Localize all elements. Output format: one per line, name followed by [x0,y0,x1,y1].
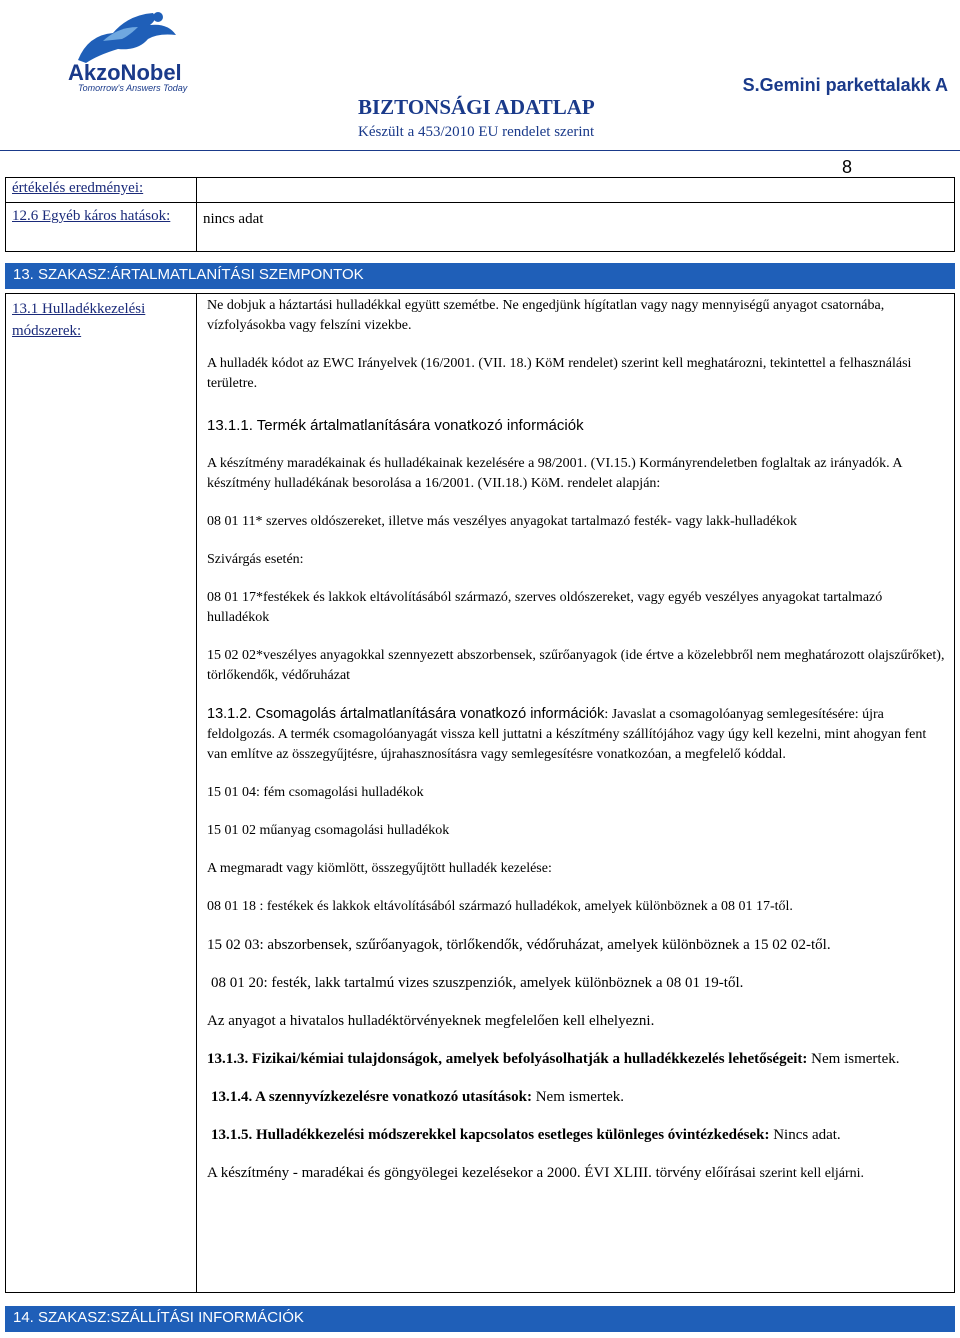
paragraph: 08 01 17*festékek és lakkok eltávolításából származó, szerves oldószereket, vagy egyéb veszélyes anyagokat tartalmazó hulladékok [207,590,883,625]
section14-title: 14. SZAKASZ:SZÁLLÍTÁSI INFORMÁCIÓK [13,1309,304,1326]
subsection-heading: 13.1.2. Csomagolás ártalmatlanítására vonatkozó információk [207,706,605,722]
other-adverse-effects-label: 12.6 Egyéb káros hatások: [12,208,171,224]
paragraph [207,1163,947,1184]
paragraph [207,1049,947,1069]
law-text: A készítmény - maradékai és göngyölegei kezelésekor a 2000. ÉVI XLIII. törvény előírásai [207,1165,756,1181]
paragraph: 15 01 04: fém csomagolási hulladékok [207,785,424,800]
logo-wordmark: AkzoNobel [68,60,182,85]
evaluation-results-label: értékelés eredményei: [12,180,144,196]
paragraph [207,1087,947,1107]
logo-tagline: Tomorrow's Answers Today [78,83,188,93]
section13-title: 13. SZAKASZ:ÁRTALMATLANÍTÁSI SZEMPONTOK [13,266,364,283]
paragraph: 15 02 03: abszorbensek, szűrőanyagok, törlőkendők, védőruházat, amelyek különböznek a 15 02 02-től. [207,937,831,953]
packaging-text: : Javaslat a csomagolóanyag semlegesítésére: újra feldolgozás. A termék csomagolóanyagát vissza kell juttatni a készítmény szállítójához vagy úgy kell kezelni, mint ahogyan fent van említve az összegyűjtésre, újrahasznosításra vagy semlegesítésre vonatkozóan, a megfelelő kóddal. [207,707,927,762]
subsection-heading: 13.1.1. Termék ártalmatlanítására vonatkozó információk [207,417,584,434]
no-data-value: nincs adat [203,211,264,227]
row-label [6,294,197,1293]
product-name: S.Gemini parkettalakk A [742,75,948,95]
section14-header [5,1306,955,1332]
subsection-value: Nincs adat. [769,1127,841,1143]
law-text-end: szerint kell eljárni. [755,1166,865,1181]
paragraph [207,1125,947,1145]
paragraph: A megmaradt vagy kiömlött, összegyűjtött hulladék kezelése: [207,861,552,876]
row-label [6,203,197,252]
document-subtitle: Készült a 453/2010 EU rendelet szerint [358,124,595,140]
section13-header [5,263,955,289]
subsection-value: Nem ismertek. [531,1089,625,1105]
paragraph [207,704,947,765]
paragraph: Az anyagot a hivatalos hulladéktörvényeknek megfelelően kell elhelyezni. [207,1013,655,1029]
paragraph: 15 02 02*veszélyes anyagokkal szennyezett abszorbensek, szűrőanyagok (ide értve a közelebbről nem meghatározott olajszűrőket), törlőkendők, védőruházat [207,648,945,683]
paragraph: Ne dobjuk a háztartási hulladékkal együtt szemétbe. Ne engedjünk hígítatlan vagy nagy mennyiségű anyagot csatornába, vízfolyásokba vagy felszíni vizekbe. [207,298,885,333]
paragraph: 08 01 20: festék, lakk tartalmú vizes szuszpenziók, amelyek különböznek a 08 01 19-től. [211,975,744,991]
paragraph: A készítmény maradékainak és hulladékainak kezelésére a 98/2001. (VI.15.) Kormányrendeletben foglaltak az irányadók. A készítmény hulladékának besorolása a 16/2001. (VII.18.) KöM. rendelet alapján: [207,456,902,491]
paragraph: 08 01 11* szerves oldószereket, illetve más veszélyes anyagokat tartalmazó festék- vagy lakk-hulladékok [207,514,797,529]
row-label [6,178,197,203]
paragraph: 08 01 18 : festékek és lakkok eltávolításából származó hulladékok, amelyek különböznek a 08 01 17-től. [207,899,793,914]
waste-methods-label: 13.1 Hulladékkezelési módszerek: [12,301,146,339]
section12-table [5,177,955,252]
row-value [197,178,955,203]
subsection-heading: 13.1.4. A szennyvízkezelésre vonatkozó utasítások: [211,1089,532,1105]
subsection-value: Nem ismertek. [807,1051,900,1067]
row-value [197,203,955,252]
subsection-heading: 13.1.3. Fizikai/kémiai tulajdonságok, amelyek befolyásolhatják a hulladékkezelés lehetőségeit: [207,1051,808,1067]
page-number: 8 [841,157,852,177]
section13-content [207,296,947,1184]
paragraph: A hulladék kódot az EWC Irányelvek (16/2001. (VII. 18.) KöM rendelet) szerint kell meghatározni, tekintettel a felhasználási területre. [207,356,912,391]
subsection-heading: 13.1.5. Hulladékkezelési módszerekkel kapcsolatos esetleges különleges óvintézkedések: [211,1127,770,1143]
paragraph: Szivárgás esetén: [207,552,304,567]
paragraph: 15 01 02 műanyag csomagolási hulladékok [207,823,450,838]
header-divider [0,150,960,151]
logo-figure-icon [58,5,198,67]
document-title: BIZTONSÁGI ADATLAP [358,95,595,119]
